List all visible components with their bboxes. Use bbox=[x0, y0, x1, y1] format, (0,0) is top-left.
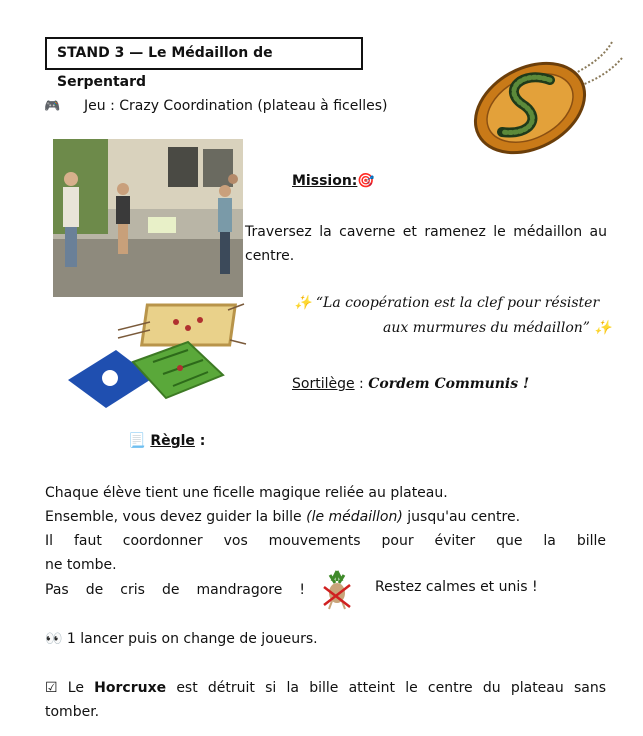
stand-title: STAND 3 — Le Médaillon de Serpentard bbox=[45, 37, 363, 70]
instruction-line-4: ne tombe. bbox=[45, 557, 117, 573]
goal-rest: est détruit si la bille atteint le centre du plateau sans bbox=[166, 680, 607, 696]
mission-text: Traversez la caverne et ramenez le médaillon au centre. bbox=[245, 224, 607, 264]
quote-line-2 bbox=[383, 320, 612, 336]
medallion-illustration bbox=[462, 40, 624, 158]
target-icon: 🎯 bbox=[357, 173, 375, 189]
spell-line bbox=[292, 376, 529, 392]
rule-suffix: : bbox=[194, 433, 206, 449]
spell-incantation: Cordem Communis ! bbox=[368, 376, 530, 392]
instruction-line-3: Il faut coordonner vos mouvements pour éviter que la bille bbox=[45, 533, 606, 549]
calm-text: Restez calmes et unis ! bbox=[375, 579, 538, 595]
no-mandrake-icon bbox=[320, 567, 354, 611]
instruction-line-2-end: jusqu'au centre. bbox=[402, 509, 521, 525]
sparkle-icon: ✨ bbox=[594, 320, 612, 336]
quote-text-2: aux murmures du médaillon” bbox=[383, 320, 590, 336]
instruction-line-2-italic: (le médaillon) bbox=[306, 509, 403, 525]
goal-line-2: tomber. bbox=[45, 704, 100, 720]
mission-label bbox=[292, 173, 375, 189]
turn-line bbox=[45, 627, 606, 651]
mission-heading: Mission: bbox=[292, 173, 358, 189]
turn-text: 1 lancer puis on change de joueurs. bbox=[66, 631, 318, 647]
goal-prefix: Le bbox=[67, 680, 95, 696]
rule-heading bbox=[128, 433, 205, 449]
instruction-line-5: Pas de cris de mandragore ! bbox=[45, 582, 305, 598]
instruction-line-1: Chaque élève tient une ficelle magique reliée au plateau. bbox=[45, 485, 448, 501]
goal-line-1 bbox=[45, 676, 606, 700]
quote-line-1 bbox=[294, 295, 599, 311]
horcrux-word: Horcruxe bbox=[94, 680, 167, 696]
game-label: Jeu : Crazy Coordination (plateau à ficelles) bbox=[84, 98, 388, 114]
spell-separator: : bbox=[354, 376, 369, 392]
rule-label: Règle bbox=[150, 433, 195, 449]
children-playing-photo bbox=[53, 139, 243, 297]
quote-text-1: “La coopération est la clef pour résister bbox=[315, 295, 600, 311]
instruction-line-2 bbox=[45, 505, 606, 529]
eyes-icon: 👀 bbox=[45, 631, 63, 647]
spell-label: Sortilège bbox=[292, 376, 355, 392]
sparkle-icon: ✨ bbox=[294, 295, 312, 311]
scroll-icon: 📃 bbox=[128, 433, 146, 449]
checkbox-icon: ☑ bbox=[45, 680, 58, 696]
instruction-line-2-start: Ensemble, vous devez guider la bille bbox=[45, 509, 307, 525]
game-line bbox=[44, 98, 387, 114]
gamepad-icon: 🎮 bbox=[44, 99, 61, 114]
board-game-illustration bbox=[58, 300, 248, 412]
